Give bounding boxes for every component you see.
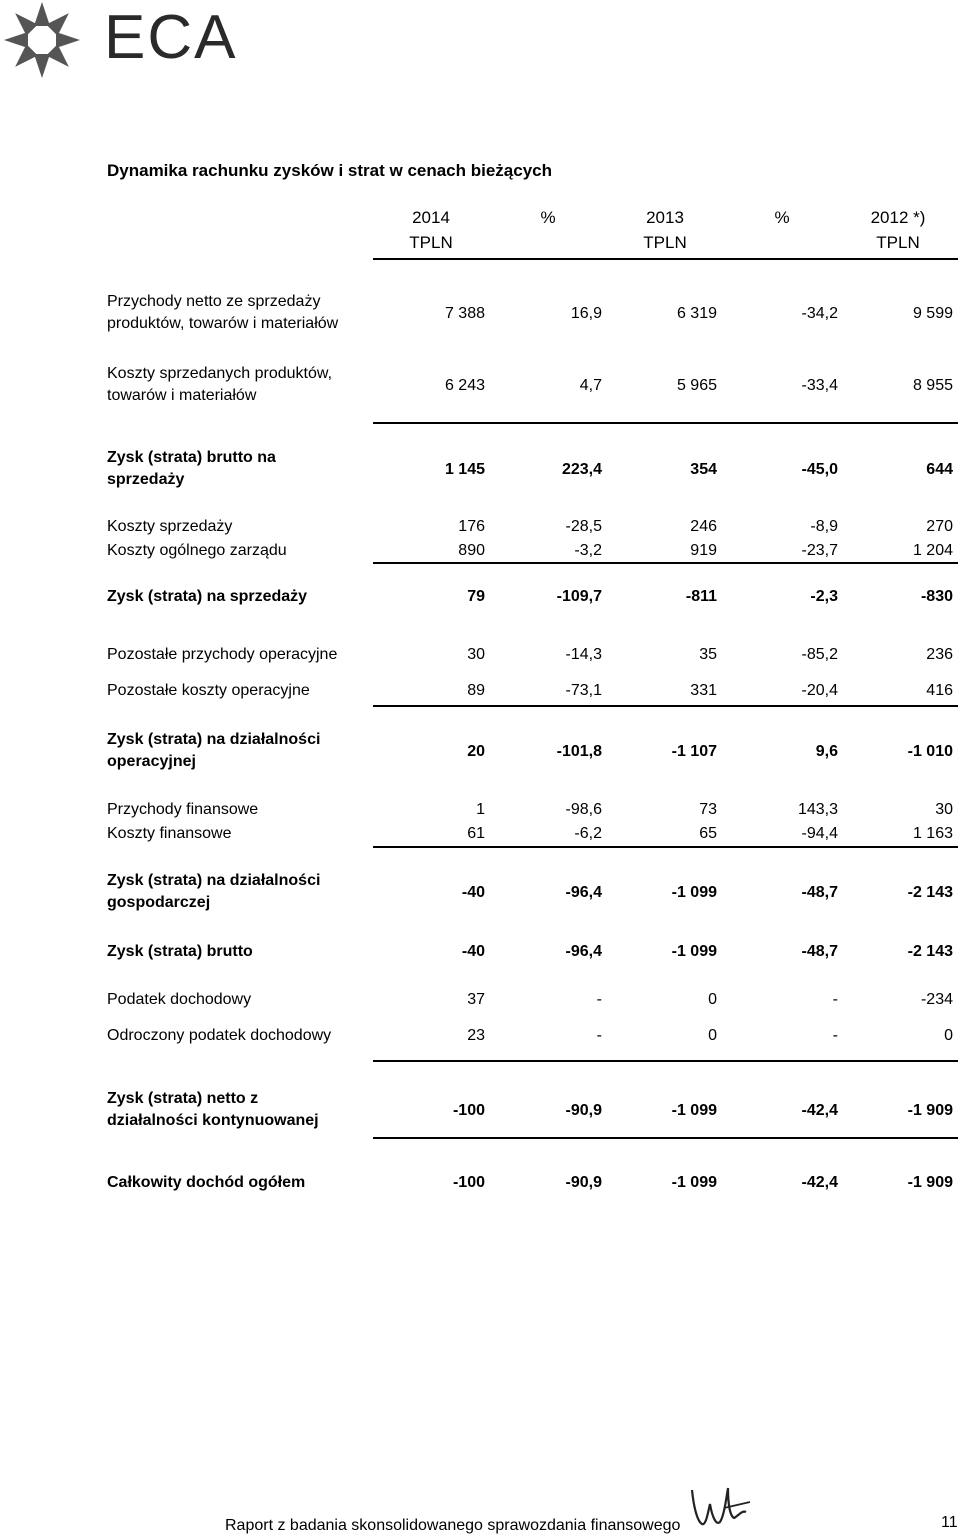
table-cell: -1 099	[671, 1174, 717, 1191]
table-cell: -48,7	[801, 943, 838, 960]
table-cell: 890	[458, 542, 485, 559]
footer-text: Raport z badania skonsolidowanego sprawozdania finansowego	[225, 1517, 681, 1534]
row-label: Zysk (strata) na działalności operacyjnej	[107, 731, 321, 770]
table-cell: 73	[699, 801, 717, 818]
table-cell: 30	[935, 801, 953, 818]
table-cell: -101,8	[556, 743, 602, 760]
table-cell: -34,2	[801, 305, 838, 322]
page-number: 11	[941, 1514, 958, 1531]
section-rule	[373, 562, 958, 564]
table-cell: -2 143	[907, 943, 953, 960]
table-cell: 354	[690, 461, 717, 478]
table-cell: 0	[708, 1027, 717, 1044]
table-cell: 246	[690, 518, 717, 535]
table-cell: 6 319	[676, 305, 717, 322]
eca-logo	[0, 0, 240, 80]
table-cell: -2,3	[810, 588, 838, 605]
section-rule	[373, 1137, 958, 1139]
table-cell: -40	[461, 884, 485, 901]
table-cell: 644	[926, 461, 953, 478]
table-cell: 4,7	[579, 377, 602, 394]
table-cell: 23	[467, 1027, 485, 1044]
table-cell: -90,9	[565, 1102, 602, 1119]
table-cell: -	[832, 1027, 838, 1044]
table-cell: -42,4	[801, 1102, 838, 1119]
table-cell: -96,4	[565, 884, 602, 901]
row-label: Zysk (strata) brutto na sprzedaży	[107, 449, 276, 488]
table-cell: 1 163	[912, 825, 953, 842]
table-cell: -	[832, 991, 838, 1008]
section-rule	[373, 705, 958, 707]
section-rule	[373, 1060, 958, 1062]
table-cell: 919	[690, 542, 717, 559]
table-cell: 16,9	[570, 305, 602, 322]
table-cell: 1	[476, 801, 485, 818]
table-cell: 79	[467, 588, 485, 605]
row-label: Pozostałe koszty operacyjne	[107, 682, 310, 699]
table-cell: 5 965	[676, 377, 717, 394]
logo-text: ECA	[104, 3, 238, 72]
table-cell: -234	[920, 991, 953, 1008]
table-cell: -1 099	[671, 943, 717, 960]
star-logo-icon	[0, 0, 90, 80]
table-cell: 37	[467, 991, 485, 1008]
table-cell: 9 599	[912, 305, 953, 322]
table-cell: -94,4	[801, 825, 838, 842]
table-cell: -20,4	[801, 682, 838, 699]
row-label: Koszty sprzedaży	[107, 518, 233, 535]
table-cell: -6,2	[574, 825, 602, 842]
table-cell: -85,2	[801, 646, 838, 663]
table-cell: -811	[685, 588, 717, 605]
page-title: Dynamika rachunku zysków i strat w cenach bieżących	[107, 161, 553, 180]
table-cell: -1 099	[671, 1102, 717, 1119]
row-label: Zysk (strata) netto z działalności kontynuowanej	[107, 1090, 319, 1129]
table-cell: -96,4	[565, 943, 602, 960]
table-cell: -1 099	[671, 884, 717, 901]
table-cell: 416	[926, 682, 953, 699]
row-label: Koszty finansowe	[107, 825, 232, 842]
section-rule	[373, 422, 958, 424]
table-cell: -48,7	[801, 884, 838, 901]
table-cell: -45,0	[801, 461, 838, 478]
table-cell: -1 107	[671, 743, 717, 760]
row-label: Koszty ogólnego zarządu	[107, 542, 287, 559]
table-cell: 0	[944, 1027, 953, 1044]
table-cell: 9,6	[815, 743, 838, 760]
table-cell: 20	[467, 743, 485, 760]
section-rule	[373, 846, 958, 848]
table-cell: 6 243	[444, 377, 485, 394]
column-header-year: 2013	[646, 208, 684, 227]
table-cell: 1 145	[444, 461, 485, 478]
row-label: Podatek dochodowy	[107, 991, 252, 1008]
table-cell: 65	[699, 825, 717, 842]
table-cell: -42,4	[801, 1174, 838, 1191]
table-cell: -14,3	[565, 646, 602, 663]
row-label: Pozostałe przychody operacyjne	[107, 646, 338, 663]
table-cell: -	[596, 1027, 602, 1044]
table-cell: 89	[467, 682, 485, 699]
table-cell: 223,4	[561, 461, 602, 478]
table-cell: -100	[452, 1102, 485, 1119]
table-cell: -	[596, 991, 602, 1008]
table-cell: -1 909	[907, 1174, 953, 1191]
table-cell: 143,3	[797, 801, 838, 818]
column-header-unit: TPLN	[643, 233, 687, 252]
table-cell: -830	[920, 588, 953, 605]
column-header-year: %	[540, 208, 556, 227]
row-label: Zysk (strata) na sprzedaży	[107, 588, 308, 605]
table-cell: -98,6	[565, 801, 602, 818]
table-cell: -8,9	[810, 518, 838, 535]
column-header-year: 2012 *)	[870, 208, 926, 227]
table-cell: 35	[699, 646, 717, 663]
table-cell: 30	[467, 646, 485, 663]
header-rule	[373, 258, 958, 260]
table-cell: 236	[926, 646, 953, 663]
row-label: Zysk (strata) brutto	[107, 943, 253, 960]
table-cell: 176	[458, 518, 485, 535]
table-cell: -1 909	[907, 1102, 953, 1119]
column-header-unit: TPLN	[409, 233, 453, 252]
table-cell: -73,1	[565, 682, 602, 699]
table-cell: -100	[452, 1174, 485, 1191]
row-label: Przychody netto ze sprzedaży produktów, towarów i materiałów	[107, 293, 339, 332]
table-cell: -28,5	[565, 518, 602, 535]
table-cell: 61	[467, 825, 485, 842]
table-cell: -1 010	[907, 743, 953, 760]
row-label: Odroczony podatek dochodowy	[107, 1027, 332, 1044]
table-cell: -2 143	[907, 884, 953, 901]
signature-mark	[684, 1482, 754, 1532]
table-cell: 331	[690, 682, 717, 699]
table-cell: -33,4	[801, 377, 838, 394]
table-cell: 270	[926, 518, 953, 535]
table-cell: -40	[461, 943, 485, 960]
column-header-unit: TPLN	[876, 233, 920, 252]
column-header-year: 2014	[412, 208, 450, 227]
row-label: Całkowity dochód ogółem	[107, 1174, 306, 1191]
row-label: Przychody finansowe	[107, 801, 259, 818]
table-cell: -90,9	[565, 1174, 602, 1191]
row-label: Zysk (strata) na działalności gospodarczej	[107, 872, 321, 911]
column-header-year: %	[774, 208, 790, 227]
table-cell: 1 204	[912, 542, 953, 559]
table-cell: -23,7	[801, 542, 838, 559]
table-cell: 0	[708, 991, 717, 1008]
table-cell: -109,7	[556, 588, 602, 605]
table-cell: 8 955	[912, 377, 953, 394]
table-cell: -3,2	[574, 542, 602, 559]
row-label: Koszty sprzedanych produktów, towarów i materiałów	[107, 365, 333, 404]
table-cell: 7 388	[444, 305, 485, 322]
